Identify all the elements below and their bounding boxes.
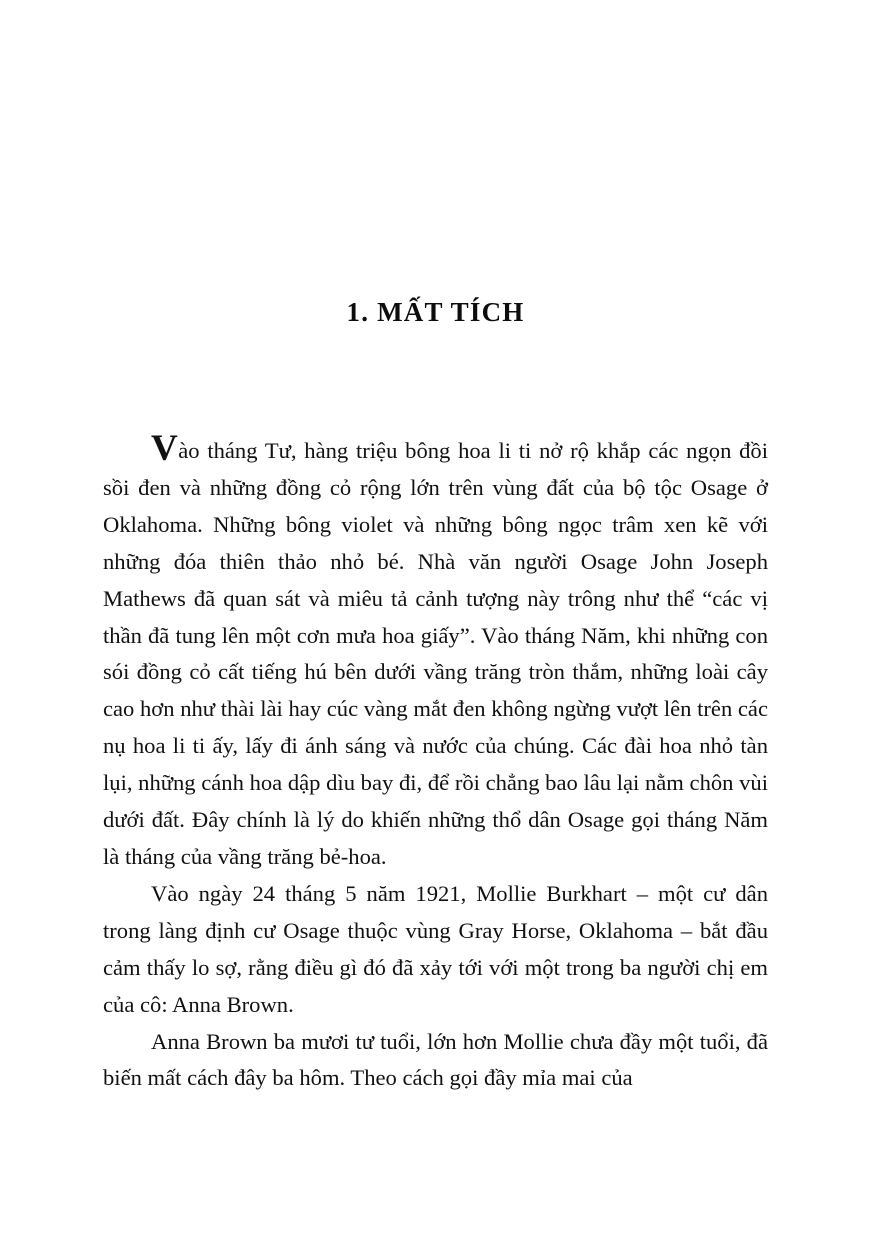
paragraph [103,428,768,876]
paragraph [103,1024,768,1098]
paragraph-text: Vào ngày 24 tháng 5 năm 1921, Mollie Burkhart – một cư dân trong làng định cư Osage thuộc vùng Gray Horse, Oklahoma – bắt đầu cảm thấy lo sợ, rằng điều gì đó đã xảy tới với một trong ba người chị em của cô: Anna Brown. [103,880,768,1017]
initial-cap: V [151,428,179,469]
paragraph-text: ào tháng Tư, hàng triệu bông hoa li ti nở rộ khắp các ngọn đồi sồi đen và những đồng cỏ rộng lớn trên vùng đất của bộ tộc Osage ở Oklahoma. Những bông violet và những bông ngọc trâm xen kẽ với những đóa thiên thảo nhỏ bé. Nhà văn người Osage John Joseph Mathews đã quan sát và miêu tả cảnh tượng này trông như thể “các vị thần đã tung lên một cơn mưa hoa giấy”. Vào tháng Năm, khi những con sói đồng cỏ cất tiếng hú bên dưới vầng trăng tròn thắm, những loài cây cao hơn như thài lài hay cúc vàng mắt đen không ngừng vượt lên trên các nụ hoa li ti ấy, lấy đi ánh sáng và nước của chúng. Các đài hoa nhỏ tàn lụi, những cánh hoa dập dìu bay đi, để rồi chẳng bao lâu lại nằm chôn vùi dưới đất. Đây chính là lý do khiến những thổ dân Osage gọi tháng Năm là tháng của vầng trăng bẻ-hoa. [103,438,768,869]
paragraph-text: Anna Brown ba mươi tư tuổi, lớn hơn Mollie chưa đầy một tuổi, đã biến mất cách đây ba hôm. Theo cách gọi đầy mỉa mai của [103,1028,768,1091]
paragraph [103,876,768,1024]
body-text-block [103,428,768,1097]
page-title: 1. MẤT TÍCH [346,297,525,327]
